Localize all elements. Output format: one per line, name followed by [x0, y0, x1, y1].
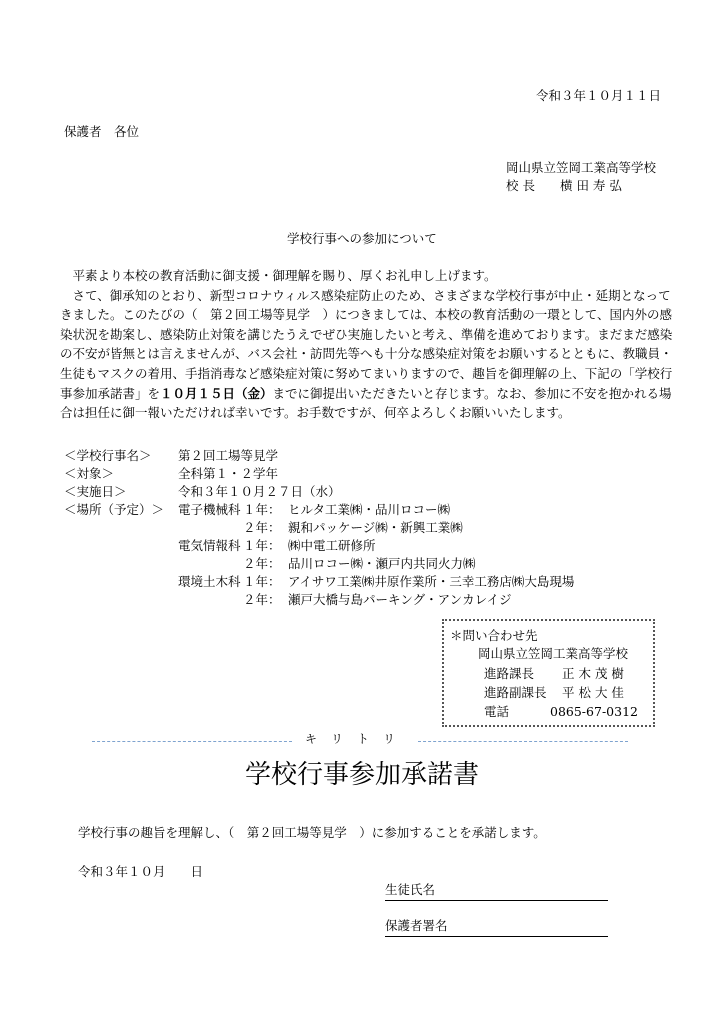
letter-date: 令和３年１０月１１日 [536, 88, 662, 103]
contact-name-2: 平 松 大 佳 [562, 685, 624, 700]
place-dept: 電気情報科 [178, 538, 241, 553]
cut-line-right [418, 741, 628, 742]
place-sites: アイサワ工業㈱井原作業所・三幸工務店㈱大島現場 [288, 574, 575, 589]
sender-school: 岡山県立笠岡工業高等学校 [506, 160, 657, 175]
body-paragraph-2-post: までに御提出いただきたいと存じます。なお、参加に不安を抱かれる場合は担任に御一報いただければ幸いです。お手数ですが、何卒よろしくお願いいたします。 [60, 385, 672, 421]
body-paragraph-2-pre: さて、御承知のとおり、新型コロナウィルス感染症防止のため、さまざまな学校行事が中止・延期となってきました。このたびの（ 第２回工場等見学 ）につきましては、本校の教育活動の一環として、国内外の感染状況を勘案し、感染防止対策を講じたうえでぜひ実施したいと考え、準備を進めております。まだまだ感染の不安が皆無とは言えませんが、バス会社・訪問先等へも十分な感染症対策をお願いするとともに、教職員・生徒もマスクの着用、手指消毒など感染症対策に努めてまいりますので、趣旨を御理解の上、下記の「学校行事参加承諾書」を [60, 287, 673, 401]
place-grade: ２年： [243, 556, 281, 571]
place-dept: 環境土木科 [178, 574, 241, 589]
guardian-signature-label: 保護者署名 [385, 918, 448, 933]
form-date: 令和３年１０月 日 [78, 864, 204, 879]
contact-phone: 0865-67-0312 [550, 704, 638, 719]
place-dept: 電子機械科 [178, 502, 241, 517]
body-paragraph-2 [60, 286, 680, 423]
place-sites: 親和パッケージ㈱・新興工業㈱ [288, 520, 463, 535]
contact-role-2: 進路副課長 [484, 685, 547, 700]
cut-line-left [92, 741, 292, 742]
contact-box [442, 619, 655, 727]
letter-subject: 学校行事への参加について [287, 231, 437, 246]
letter-body [60, 266, 680, 423]
student-name-label: 生徒氏名 [385, 882, 436, 897]
place-sites: 瀬戸大橋与島パーキング・アンカレイジ [288, 592, 512, 607]
place-grade: １年： [243, 502, 281, 517]
place-sites: 品川ロコー㈱・瀬戸内共同火力㈱ [288, 556, 476, 571]
contact-role-1: 進路課長 [484, 666, 535, 681]
body-paragraph-1: 平素より本校の教育活動に御支援・御理解を賜り、厚くお礼申し上げます。 [72, 268, 497, 283]
place-grade: ２年： [243, 520, 281, 535]
recipient: 保護者 各位 [64, 124, 140, 139]
sender-principal: 校 長 横 田 寿 弘 [506, 178, 622, 193]
event-label: ＜学校行事名＞ [64, 448, 152, 463]
student-name-line [385, 900, 608, 901]
target-label: ＜対象＞ [64, 466, 115, 481]
place-grade: １年： [243, 574, 281, 589]
target-value: 全科第１・２学年 [178, 466, 279, 481]
guardian-signature-line [385, 936, 608, 937]
place-grade: ２年： [243, 592, 281, 607]
event-value: 第２回工場等見学 [178, 448, 279, 463]
place-sites: ㈱中電工研修所 [288, 538, 376, 553]
form-statement: 学校行事の趣旨を理解し、（ 第２回工場等見学 ）に参加することを承諾します。 [78, 825, 546, 840]
deadline: １０月１５日（金） [160, 385, 273, 401]
form-title: 学校行事参加承諾書 [244, 760, 479, 790]
place-grade: １年： [243, 538, 281, 553]
contact-name-1: 正 木 茂 樹 [562, 666, 624, 681]
contact-school: 岡山県立笠岡工業高等学校 [478, 646, 629, 661]
contact-phone-label: 電話 [484, 704, 510, 719]
place-label: ＜場所（予定）＞ [64, 502, 165, 517]
date-label: ＜実施日＞ [64, 484, 127, 499]
date-value: 令和３年１０月２７日（水） [178, 484, 341, 499]
cut-label: キリトリ [305, 732, 410, 746]
contact-heading: ＊問い合わせ先 [450, 628, 538, 643]
place-sites: ヒルタ工業㈱・品川ロコー㈱ [288, 502, 451, 517]
